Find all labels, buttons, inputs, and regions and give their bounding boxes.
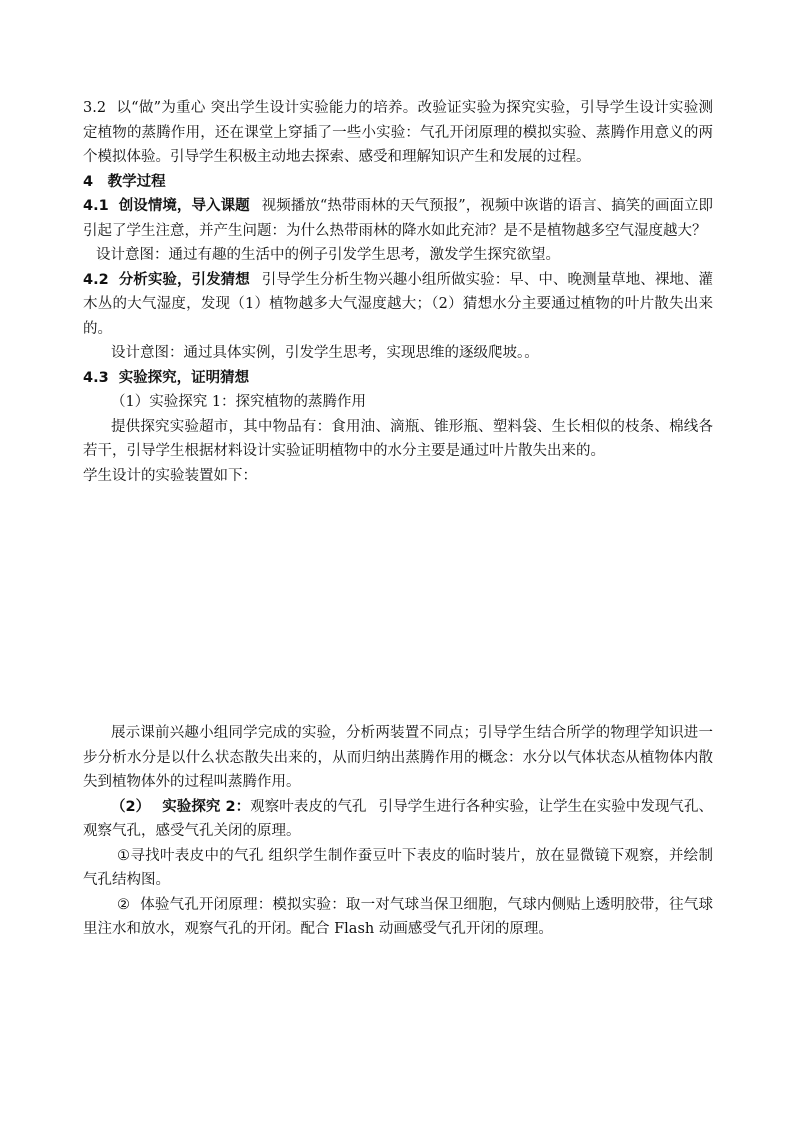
paragraph-text: 以“做”为重心 突出学生设计实验能力的培养。改验证实验为探究实验，引导学生设计实验测定植物的蒸腾作用，还在课堂上穿插了一些小实验：气孔开闭原理的模拟实验、蒸腾作用意义的两个模拟体验。引导学生积极主动地去探索、感受和理解知识产生和发展的过程。 bbox=[83, 100, 713, 165]
step-1-marker: ① bbox=[117, 847, 131, 864]
experiment-1-summary: 展示课前兴趣小组同学完成的实验，分析两装置不同点；引导学生结合所学的物理学知识进一步分析水分是以什么状态散失出来的，从而归纳出蒸腾作用的概念：水分以气体状态从植物体内散失到植物体外的过程叫蒸腾作用。 bbox=[83, 725, 713, 790]
paragraph-text: 视频播放“热带雨林的天气预报”，视频中诙谐的语言、搞笑的画面立即引起了学生注意，并产生问题：为什么热带雨林的降水如此充沛？是不是植物越多空气湿度越大？ bbox=[83, 198, 713, 239]
section-heading: 实验探究，证明猜想 bbox=[118, 369, 250, 386]
section-4-heading: 4 教学过程 bbox=[83, 173, 166, 190]
experiment-1-text: 提供探究实验超市，其中物品有：食用油、滴瓶、锥形瓶、塑料袋、生长相似的枝条、棉线各若干，引导学生根据材料设计实验证明植物中的水分主要是通过叶片散失出来的。 bbox=[83, 418, 713, 459]
experiment-1-device-caption: 学生设计的实验装置如下： bbox=[83, 467, 257, 484]
section-number: 4.3 bbox=[83, 369, 109, 386]
section-number: 4.1 bbox=[83, 198, 109, 214]
step-2 bbox=[83, 893, 713, 942]
experiment-2-text: 引导学生进行各种实验，让学生在实验中发现气孔、观察气孔，感受气孔关闭的原理。 bbox=[83, 798, 714, 839]
section-number: 4.2 bbox=[83, 271, 109, 288]
experiment-2 bbox=[83, 795, 713, 844]
document-page bbox=[83, 96, 713, 942]
step-1-text: 寻找叶表皮中的气孔 组织学生制作蚕豆叶下表皮的临时装片，放在显微镜下观察，并绘制气孔结构图。 bbox=[83, 847, 714, 888]
section-heading: 分析实验，引发猜想 bbox=[118, 271, 250, 288]
figure-placeholder bbox=[83, 488, 713, 721]
paragraph-text: 引导学生分析生物兴趣小组所做实验：早、中、晚测量草地、裸地、灌木丛的大气湿度，发现（1）植物越多大气湿度越大；（2）猜想水分主要通过植物的叶片散失出来的。 bbox=[83, 271, 713, 337]
section-number: 3.2 bbox=[83, 100, 107, 116]
section-heading: 创设情境，导入课题 bbox=[118, 198, 250, 214]
step-1 bbox=[83, 844, 713, 893]
section-4-2 bbox=[83, 268, 713, 342]
step-2-text: 体验气孔开闭原理：模拟实验：取一对气球当保卫细胞，气球内侧贴上透明胶带，往气球里注水和放水，观察气孔的开闭。配合 Flash 动画感受气孔开闭的原理。 bbox=[83, 896, 714, 937]
design-intent-4-1: 设计意图：通过有趣的生活中的例子引发学生思考，激发学生探究欲望。 bbox=[96, 247, 560, 263]
step-2-marker: ② bbox=[117, 896, 131, 913]
experiment-1-title: （1）实验探究 1：探究植物的蒸腾作用 bbox=[111, 394, 367, 410]
section-4-1 bbox=[83, 194, 713, 243]
design-intent-4-2: 设计意图：通过具体实例，引发学生思考，实现思维的逐级爬坡。。 bbox=[111, 345, 539, 361]
experiment-2-heading: 实验探究 2： bbox=[162, 798, 251, 815]
experiment-2-label: （2） bbox=[111, 798, 151, 815]
section-3-2 bbox=[83, 96, 713, 170]
experiment-2-title: 观察叶表皮的气孔 bbox=[250, 798, 367, 815]
section-4-3 bbox=[83, 366, 713, 391]
